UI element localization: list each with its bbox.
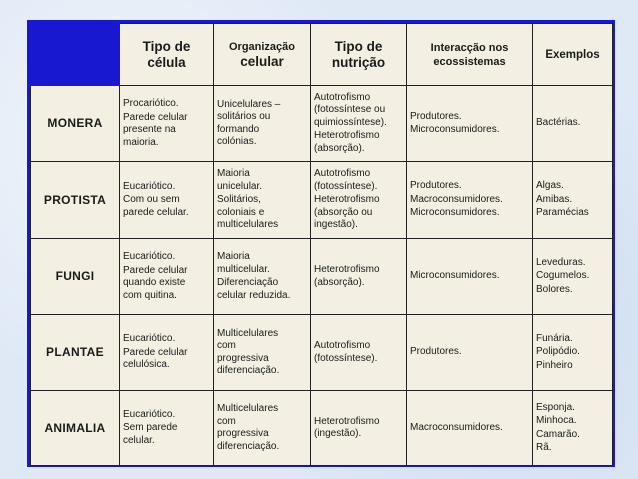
organization-cell — [214, 162, 311, 239]
cell-line: Maioria — [217, 168, 250, 180]
cell-paragraph — [536, 180, 609, 193]
cell-line: Com ou sem — [123, 194, 180, 206]
cell-paragraph — [410, 270, 529, 283]
cell-line: Algas. — [536, 180, 564, 192]
organization-cell — [214, 315, 311, 391]
examples-cell — [533, 315, 613, 391]
cell-line: Macroconsumidores. — [410, 421, 503, 433]
cell-paragraph — [410, 422, 529, 435]
cell-line: parede celular. — [123, 206, 189, 218]
cell-paragraph — [536, 257, 609, 270]
cell-paragraph — [123, 194, 210, 219]
cell-line: celular. — [123, 434, 155, 446]
ecosystem-cell — [407, 391, 533, 466]
cell-paragraph — [123, 98, 210, 111]
cell-line: Cogumelos. — [536, 270, 590, 282]
nutrition-cell — [311, 162, 407, 239]
cell-line: Rã. — [536, 442, 552, 453]
cell-paragraph — [123, 347, 210, 372]
kingdom-name: PROTISTA — [31, 162, 120, 239]
cell-paragraph — [217, 168, 307, 193]
cell-paragraph — [217, 328, 307, 378]
cell-paragraph — [536, 346, 609, 359]
cell-line: Bolores. — [536, 283, 573, 295]
cell-line: Microconsumidores. — [410, 270, 500, 282]
organization-cell — [214, 86, 311, 162]
cell-line: Macroconsumidores. — [410, 193, 503, 205]
cell-line: (absorção). — [314, 276, 365, 288]
cell-line: com — [217, 415, 236, 427]
kingdom-name: ANIMALIA — [31, 391, 120, 466]
cell-paragraph — [410, 180, 529, 193]
cell-paragraph — [536, 284, 609, 297]
cell-line: solitários ou — [217, 111, 271, 122]
cell-line: Produtores. — [410, 346, 462, 358]
cell-paragraph — [536, 360, 609, 373]
cell-type-cell — [120, 162, 214, 239]
cell-line: Procariótico. — [123, 98, 179, 109]
cell-paragraph — [217, 99, 307, 149]
cell-line: Amibas. — [536, 193, 573, 205]
table-row — [31, 162, 613, 239]
header-nutrition: Tipo de nutrição — [311, 24, 407, 86]
cell-paragraph — [217, 251, 307, 276]
cell-paragraph — [536, 117, 609, 130]
kingdom-name: PLANTAE — [31, 315, 120, 391]
cell-paragraph — [314, 130, 403, 155]
cell-type-cell — [120, 239, 214, 315]
header-cell-type: Tipo de célula — [120, 24, 214, 86]
cell-line: Microconsumidores. — [410, 124, 500, 135]
cell-line: Diferenciação — [217, 277, 279, 288]
cell-paragraph — [123, 251, 210, 264]
cell-line: Bactérias. — [536, 117, 581, 129]
cell-line: maioria. — [123, 136, 159, 148]
kingdom-name: FUNGI — [31, 239, 120, 315]
cell-paragraph — [410, 207, 529, 220]
cell-line: Eucariótico. — [123, 333, 176, 345]
cell-line: celulósica. — [123, 359, 170, 371]
cell-line: Heterotrofismo — [314, 194, 380, 206]
cell-paragraph — [123, 112, 210, 150]
organization-cell — [214, 391, 311, 466]
cell-line: multicelular. — [217, 263, 270, 275]
cell-line: progressiva — [217, 352, 269, 364]
cell-line: quimiossíntese). — [314, 116, 387, 128]
examples-cell — [533, 162, 613, 239]
cell-line: Camarão. — [536, 428, 580, 440]
cell-paragraph — [410, 194, 529, 207]
table-row — [31, 315, 613, 391]
cell-line: Unicelulares – — [217, 98, 281, 110]
cell-line: multicelulares — [217, 219, 279, 231]
examples-cell — [533, 391, 613, 466]
cell-line: Parede celular — [123, 346, 188, 358]
cell-line: Produtores. — [410, 110, 462, 122]
cell-line: Eucariótico. — [123, 408, 176, 420]
cell-line: Esponja. — [536, 401, 575, 413]
cell-paragraph — [536, 415, 609, 428]
ecosystem-cell — [407, 86, 533, 162]
cell-line: (fotossíntese). — [314, 180, 378, 192]
cell-paragraph — [314, 168, 403, 193]
cell-line: Microconsumidores. — [410, 207, 500, 219]
cell-paragraph — [314, 92, 403, 130]
cell-line: celular reduzida. — [217, 289, 291, 301]
cell-paragraph — [217, 277, 307, 302]
cell-paragraph — [314, 194, 403, 232]
header-row — [31, 24, 613, 86]
cell-line: progressiva — [217, 428, 269, 439]
nutrition-cell — [311, 391, 407, 466]
header-corner — [31, 24, 120, 86]
cell-line: Heterotrofismo — [314, 415, 380, 427]
cell-line: (fotossíntese ou — [314, 104, 386, 116]
cell-line: Maioria — [217, 251, 250, 262]
cell-paragraph — [536, 442, 609, 455]
cell-line: Sem parede — [123, 422, 178, 434]
cell-line: diferenciação. — [217, 365, 280, 376]
cell-line: diferenciação. — [217, 440, 280, 452]
ecosystem-cell — [407, 162, 533, 239]
cell-line: Autotrofismo — [314, 91, 371, 103]
cell-line: (absorção ou — [314, 206, 373, 218]
cell-line: ingestão). — [314, 219, 358, 231]
cell-type-cell — [120, 391, 214, 466]
cell-line: Leveduras. — [536, 256, 586, 268]
cell-line: Solitários, — [217, 194, 261, 206]
cell-line: Parede celular — [123, 264, 188, 276]
cell-line: Parede celular — [123, 111, 188, 123]
cell-line: Heterotrofismo — [314, 130, 380, 142]
ecosystem-cell — [407, 239, 533, 315]
cell-line: (absorção). — [314, 142, 365, 154]
cell-line: Multicelulares — [217, 403, 279, 414]
cell-line: Multicelulares — [217, 327, 279, 339]
cell-line: Funária. — [536, 332, 573, 344]
cell-type-cell — [120, 86, 214, 162]
ecosystem-cell — [407, 315, 533, 391]
nutrition-cell — [311, 315, 407, 391]
nutrition-cell — [311, 86, 407, 162]
cell-paragraph — [217, 194, 307, 232]
cell-line: presente na — [123, 124, 176, 135]
cell-paragraph — [314, 416, 403, 441]
cell-line: Autotrofismo — [314, 168, 371, 180]
cell-line: Eucariótico. — [123, 251, 176, 262]
cell-line: Minhoca. — [536, 415, 577, 426]
cell-line: Eucariótico. — [123, 180, 176, 192]
cell-line: quando existe — [123, 277, 186, 288]
cell-paragraph — [123, 333, 210, 346]
cell-line: unicelular. — [217, 180, 263, 192]
kingdom-name: MONERA — [31, 86, 120, 162]
cell-paragraph — [123, 181, 210, 194]
cell-paragraph — [536, 402, 609, 415]
kingdoms-table-frame — [27, 20, 615, 467]
cell-paragraph — [314, 264, 403, 289]
table-row — [31, 86, 613, 162]
cell-paragraph — [410, 346, 529, 359]
examples-cell — [533, 86, 613, 162]
cell-paragraph — [314, 340, 403, 365]
cell-line: (ingestão). — [314, 428, 362, 439]
nutrition-cell — [311, 239, 407, 315]
cell-line: colónias. — [217, 136, 257, 147]
cell-line: Autotrofismo — [314, 340, 371, 351]
cell-line: coloniais e — [217, 206, 265, 218]
cell-line: com — [217, 340, 236, 351]
cell-line: formando — [217, 123, 260, 135]
header-ecosystem: Interacção nos ecossistemas — [407, 24, 533, 86]
cell-paragraph — [123, 409, 210, 422]
cell-paragraph — [536, 429, 609, 442]
header-organization: Organização celular — [214, 24, 311, 86]
cell-line: (fotossíntese). — [314, 352, 378, 364]
cell-paragraph — [536, 194, 609, 207]
header-examples: Exemplos — [533, 24, 613, 86]
cell-paragraph — [410, 111, 529, 124]
cell-paragraph — [410, 124, 529, 137]
cell-paragraph — [536, 270, 609, 283]
cell-line: Heterotrofismo — [314, 264, 380, 275]
cell-line: com quitina. — [123, 289, 177, 301]
cell-line: Polipódio. — [536, 346, 580, 358]
examples-cell — [533, 239, 613, 315]
cell-line: Paramécias — [536, 207, 589, 219]
cell-line: Produtores. — [410, 180, 462, 192]
cell-paragraph — [536, 333, 609, 346]
table-row — [31, 239, 613, 315]
kingdoms-table — [30, 23, 613, 466]
cell-paragraph — [123, 265, 210, 303]
cell-paragraph — [123, 422, 210, 447]
cell-paragraph — [217, 403, 307, 453]
organization-cell — [214, 239, 311, 315]
table-row — [31, 391, 613, 466]
cell-paragraph — [536, 207, 609, 220]
cell-line: Pinheiro — [536, 359, 573, 371]
cell-type-cell — [120, 315, 214, 391]
